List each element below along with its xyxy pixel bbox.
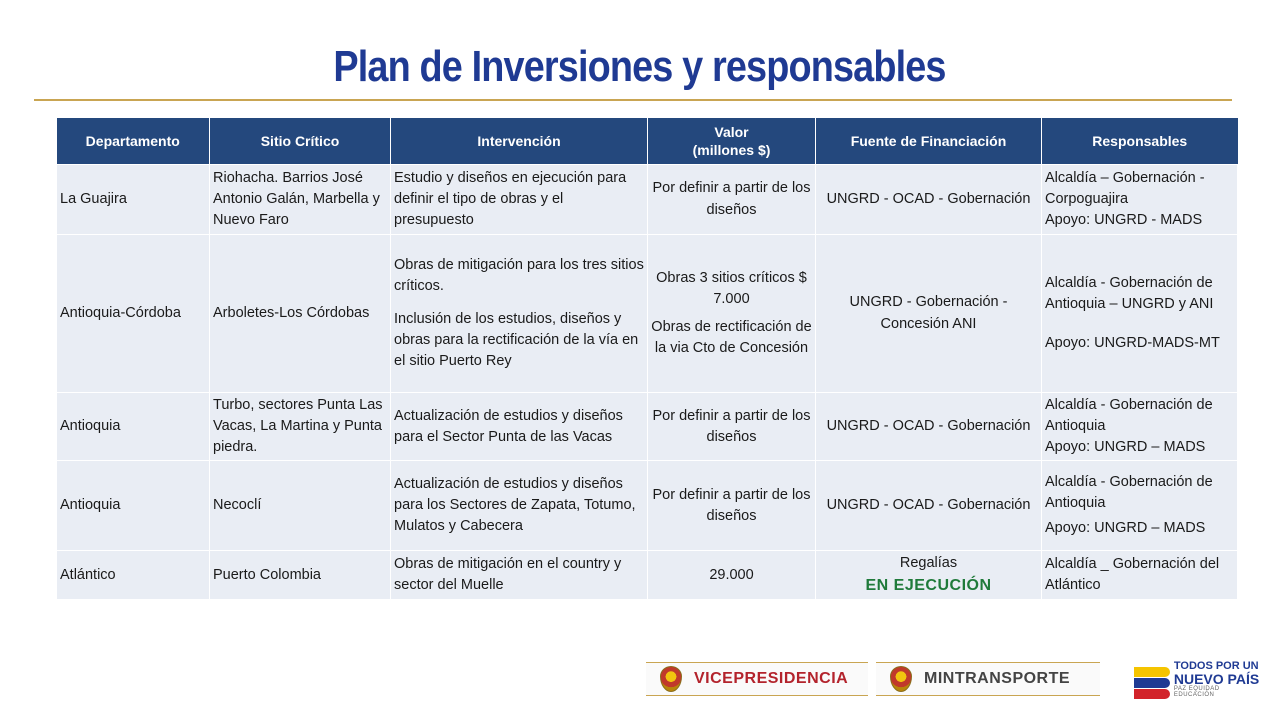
responsables-main: Alcaldía – Gobernación - Corpoguajira <box>1045 169 1205 207</box>
header-responsables: Responsables <box>1042 118 1238 165</box>
cell-sitio: Necoclí <box>210 461 391 551</box>
fuente-regalias: Regalías <box>899 555 958 572</box>
responsables-apoyo: Apoyo: UNGRD - MADS <box>1045 212 1203 228</box>
cell-valor: 29.000 <box>648 551 816 600</box>
cell-responsables <box>1042 393 1238 461</box>
cell-intervencion: Actualización de estudios y diseños para el Sector Punta de las Vacas <box>391 393 648 461</box>
vicepresidencia-text: VICEPRESIDENCIA <box>694 670 849 687</box>
table-row <box>57 165 1238 235</box>
header-valor <box>648 118 816 165</box>
brand-line2: NUEVO PAÍS <box>1173 670 1260 687</box>
cell-responsables: Alcaldía _ Gobernación del Atlántico <box>1042 551 1238 600</box>
cell-fuente: UNGRD - OCAD - Gobernación <box>816 461 1042 551</box>
mintransporte-logo <box>876 662 1100 696</box>
todos-por-un-nuevo-pais-logo <box>1134 656 1262 702</box>
responsables-main: Alcaldía - Gobernación de Antioquia <box>1045 397 1213 435</box>
cell-departamento: Atlántico <box>57 551 210 600</box>
responsables-main: Alcaldía - Gobernación de Antioquia – UNGRD y ANI <box>1045 274 1214 312</box>
coat-of-arms-icon <box>890 666 912 692</box>
table-row <box>57 393 1238 461</box>
header-fuente: Fuente de Financiación <box>816 118 1042 165</box>
header-valor-line2: (millones $) <box>692 142 771 158</box>
cell-responsables <box>1042 235 1238 393</box>
cell-valor: Por definir a partir de los diseños <box>648 165 816 235</box>
coat-of-arms-icon <box>660 666 682 692</box>
brand-line3: PAZ EQUIDAD EDUCACIÓN <box>1173 685 1220 698</box>
cell-intervencion <box>391 235 648 393</box>
title-divider <box>34 99 1232 101</box>
cell-departamento: Antioquia <box>57 393 210 461</box>
cell-fuente: UNGRD - OCAD - Gobernación <box>816 165 1042 235</box>
table-row <box>57 461 1238 551</box>
cell-sitio: Turbo, sectores Punta Las Vacas, La Martina y Punta piedra. <box>210 393 391 461</box>
page-title: Plan de Inversiones y responsables <box>333 42 946 91</box>
responsables-main: Alcaldía - Gobernación de Antioquia <box>1045 474 1213 512</box>
cell-fuente <box>816 551 1042 600</box>
cell-intervencion: Actualización de estudios y diseños para los Sectores de Zapata, Totumo, Mulatos y Cabecera <box>391 461 648 551</box>
cell-intervencion: Estudio y diseños en ejecución para definir el tipo de obras y el presupuesto <box>391 165 648 235</box>
brand-line1: TODOS POR UN <box>1173 659 1259 672</box>
cell-valor: Por definir a partir de los diseños <box>648 461 816 551</box>
cell-fuente: UNGRD - OCAD - Gobernación <box>816 393 1042 461</box>
intervencion-part1: Obras de mitigación para los tres sitios críticos. <box>394 256 644 294</box>
table-header-row <box>57 118 1238 165</box>
valor-part2: Obras de rectificación de la via Cto de Concesión <box>651 318 812 356</box>
investment-plan-table <box>56 118 1238 600</box>
cell-sitio: Riohacha. Barrios José Antonio Galán, Marbella y Nuevo Faro <box>210 165 391 235</box>
vicepresidencia-logo <box>646 662 868 696</box>
cell-intervencion: Obras de mitigación en el country y sector del Muelle <box>391 551 648 600</box>
cell-departamento: Antioquia <box>57 461 210 551</box>
responsables-apoyo: Apoyo: UNGRD-MADS-MT <box>1045 335 1220 351</box>
cell-responsables <box>1042 461 1238 551</box>
header-valor-line1: Valor <box>714 123 749 140</box>
cell-fuente: UNGRD - Gobernación - Concesión ANI <box>816 235 1042 393</box>
cell-sitio: Puerto Colombia <box>210 551 391 600</box>
header-departamento: Departamento <box>57 118 210 165</box>
responsables-apoyo: Apoyo: UNGRD – MADS <box>1045 520 1206 537</box>
table-row <box>57 551 1238 600</box>
intervencion-part2: Inclusión de los estudios, diseños y obras para la rectificación de la vía en el sitio Puerto Rey <box>394 310 639 370</box>
flag-swoosh-icon <box>1134 659 1170 699</box>
valor-part1: Obras 3 sitios críticos $ 7.000 <box>656 270 807 308</box>
cell-departamento: Antioquia-Córdoba <box>57 235 210 393</box>
responsables-apoyo: Apoyo: UNGRD – MADS <box>1045 439 1206 456</box>
cell-valor: Por definir a partir de los diseños <box>648 393 816 461</box>
cell-responsables <box>1042 165 1238 235</box>
status-badge: EN EJECUCIÓN <box>865 577 992 595</box>
table-row <box>57 235 1238 393</box>
header-sitio-critico: Sitio Crítico <box>210 118 391 165</box>
cell-departamento: La Guajira <box>57 165 210 235</box>
header-intervencion: Intervención <box>391 118 648 165</box>
cell-sitio: Arboletes-Los Córdobas <box>210 235 391 393</box>
mintransporte-text: MINTRANSPORTE <box>924 670 1071 687</box>
cell-valor <box>648 235 816 393</box>
